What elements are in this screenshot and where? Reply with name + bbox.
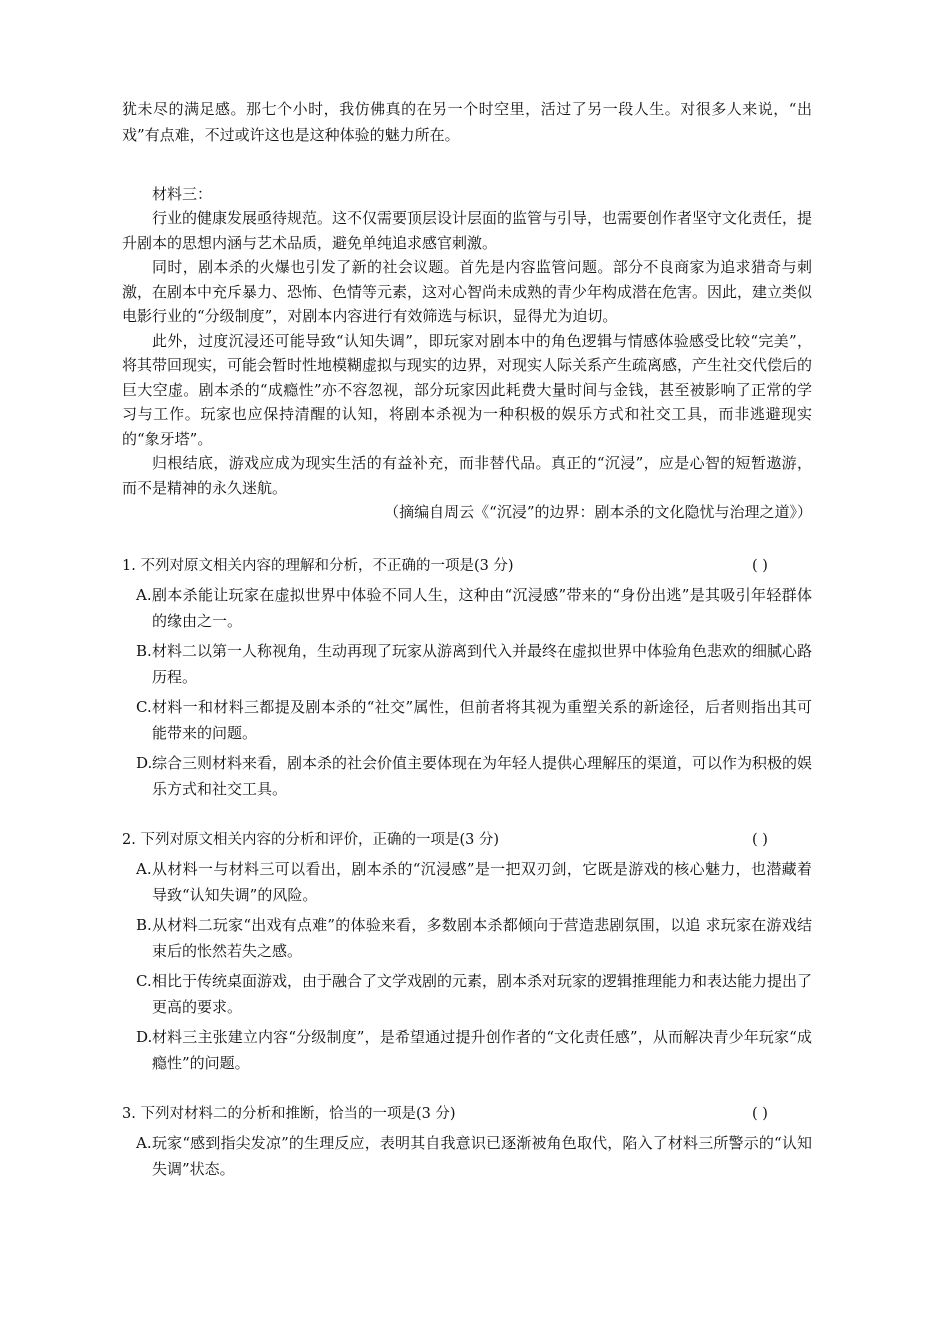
option-letter: C.	[136, 972, 152, 990]
option-text: 玩家“感到指尖发凉”的生理反应，表明其自我意识已逐渐被角色取代，陷入了材料三所警示的“认知失调”状态。	[152, 1134, 812, 1178]
material-three-label: 材料三：	[152, 185, 213, 203]
option-c	[136, 694, 812, 746]
material-three-paragraph-2: 同时，剧本杀的火爆也引发了新的社会议题。首先是内容监管问题。部分不良商家为追求猎奇与刺激，在剧本中充斥暴力、恐怖、色情等元素，这对心智尚未成熟的青少年构成潜在危害。因此，建立类似电影行业的“分级制度”，对剧本内容进行有效筛选与标识，显得尤为迫切。	[122, 258, 813, 325]
option-a	[136, 582, 812, 634]
question-stem	[122, 1102, 812, 1126]
question-3-stem-text: 3. 下列对材料二的分析和推断，恰当的一项是(3 分)	[122, 1106, 456, 1122]
document-page	[122, 96, 812, 1208]
option-text: 材料二以第一人称视角，生动再现了玩家从游离到代入并最终在虚拟世界中体验角色悲欢的细腻心路历程。	[152, 642, 813, 686]
option-text: 剧本杀能让玩家在虚拟世界中体验不同人生，这种由“沉浸感”带来的“身份出逃”是其吸引年轻群体的缘由之一。	[152, 586, 812, 630]
answer-blank: ( )	[752, 832, 768, 848]
option-a	[136, 1130, 812, 1182]
answer-blank: ( )	[752, 1106, 768, 1122]
option-text: 材料三主张建立内容“分级制度”，是希望通过提升创作者的“文化责任感”，从而解决青少年玩家“成瘾性”的问题。	[152, 1028, 812, 1072]
option-a	[136, 856, 812, 908]
option-text: 从材料一与材料三可以看出，剧本杀的“沉浸感”是一把双刃剑，它既是游戏的核心魅力，也潜藏着导致“认知失调”的风险。	[152, 860, 812, 904]
question-stem	[122, 554, 812, 578]
material-three-source: （摘编自周云《“沉浸”的边界：剧本杀的文化隐忧与治理之道》）	[384, 503, 812, 521]
answer-blank: ( )	[752, 558, 768, 574]
question-3	[122, 1102, 812, 1182]
option-letter: A.	[136, 1134, 152, 1152]
question-2	[122, 828, 812, 1076]
question-1	[122, 554, 812, 802]
option-d	[136, 750, 812, 802]
option-b	[136, 912, 812, 964]
option-letter: D.	[136, 1028, 153, 1046]
question-2-stem-text: 2. 下列对原文相关内容的分析和评价，正确的一项是(3 分)	[122, 832, 500, 848]
material-three-paragraph-4: 归根结底，游戏应成为现实生活的有益补充，而非替代品。真正的“沉浸”，应是心智的短暂遨游，而不是精神的永久迷航。	[122, 454, 812, 497]
option-text: 从材料二玩家“出戏有点难”的体验来看，多数剧本杀都倾向于营造悲剧氛围，以追 求玩家在游戏结束后的怅然若失之感。	[152, 916, 812, 960]
material-three-paragraph-1: 行业的健康发展亟待规范。这不仅需要顶层设计层面的监管与引导，也需要创作者坚守文化责任，提升剧本的思想内涵与艺术品质，避免单纯追求感官刺激。	[122, 209, 813, 252]
option-d	[136, 1024, 812, 1076]
option-letter: B.	[136, 642, 152, 660]
intro-paragraph: 犹未尽的满足感。那七个小时，我仿佛真的在另一个时空里，活过了另一段人生。对很多人来说，“出戏”有点难，不过或许这也是这种体验的魅力所在。	[122, 100, 812, 144]
question-1-stem-text: 1. 不列对原文相关内容的理解和分析，不正确的一项是(3 分)	[122, 558, 514, 574]
option-letter: A.	[136, 860, 152, 878]
option-letter: C.	[136, 698, 152, 716]
option-b	[136, 638, 812, 690]
option-c	[136, 968, 812, 1020]
option-text: 材料一和材料三都提及剧本杀的“社交”属性，但前者将其视为重塑关系的新途径，后者则指出其可能带来的问题。	[152, 698, 812, 742]
option-text: 相比于传统桌面游戏，由于融合了文学戏剧的元素，剧本杀对玩家的逻辑推理能力和表达能力提出了更高的要求。	[152, 972, 813, 1016]
material-three	[122, 182, 812, 524]
question-stem	[122, 828, 812, 852]
option-letter: D.	[136, 754, 153, 772]
material-three-paragraph-3: 此外，过度沉浸还可能导致“认知失调”，即玩家对剧本中的角色逻辑与情感体验感受比较“完美”，将其带回现实，可能会暂时性地模糊虚拟与现实的边界，对现实人际关系产生疏离感，产生社交代偿后的巨大空虚。剧本杀的“成瘾性”亦不容忽视，部分玩家因此耗费大量时间与金钱，甚至被影响了正常的学习与工作。玩家也应保持清醒的认知，将剧本杀视为一种积极的娱乐方式和社交工具，而非逃避现实的“象牙塔”。	[122, 331, 813, 448]
option-letter: A.	[136, 586, 152, 604]
option-letter: B.	[136, 916, 152, 934]
option-text: 综合三则材料来看，剧本杀的社会价值主要体现在为年轻人提供心理解压的渠道，可以作为积极的娱乐方式和社交工具。	[152, 754, 813, 798]
